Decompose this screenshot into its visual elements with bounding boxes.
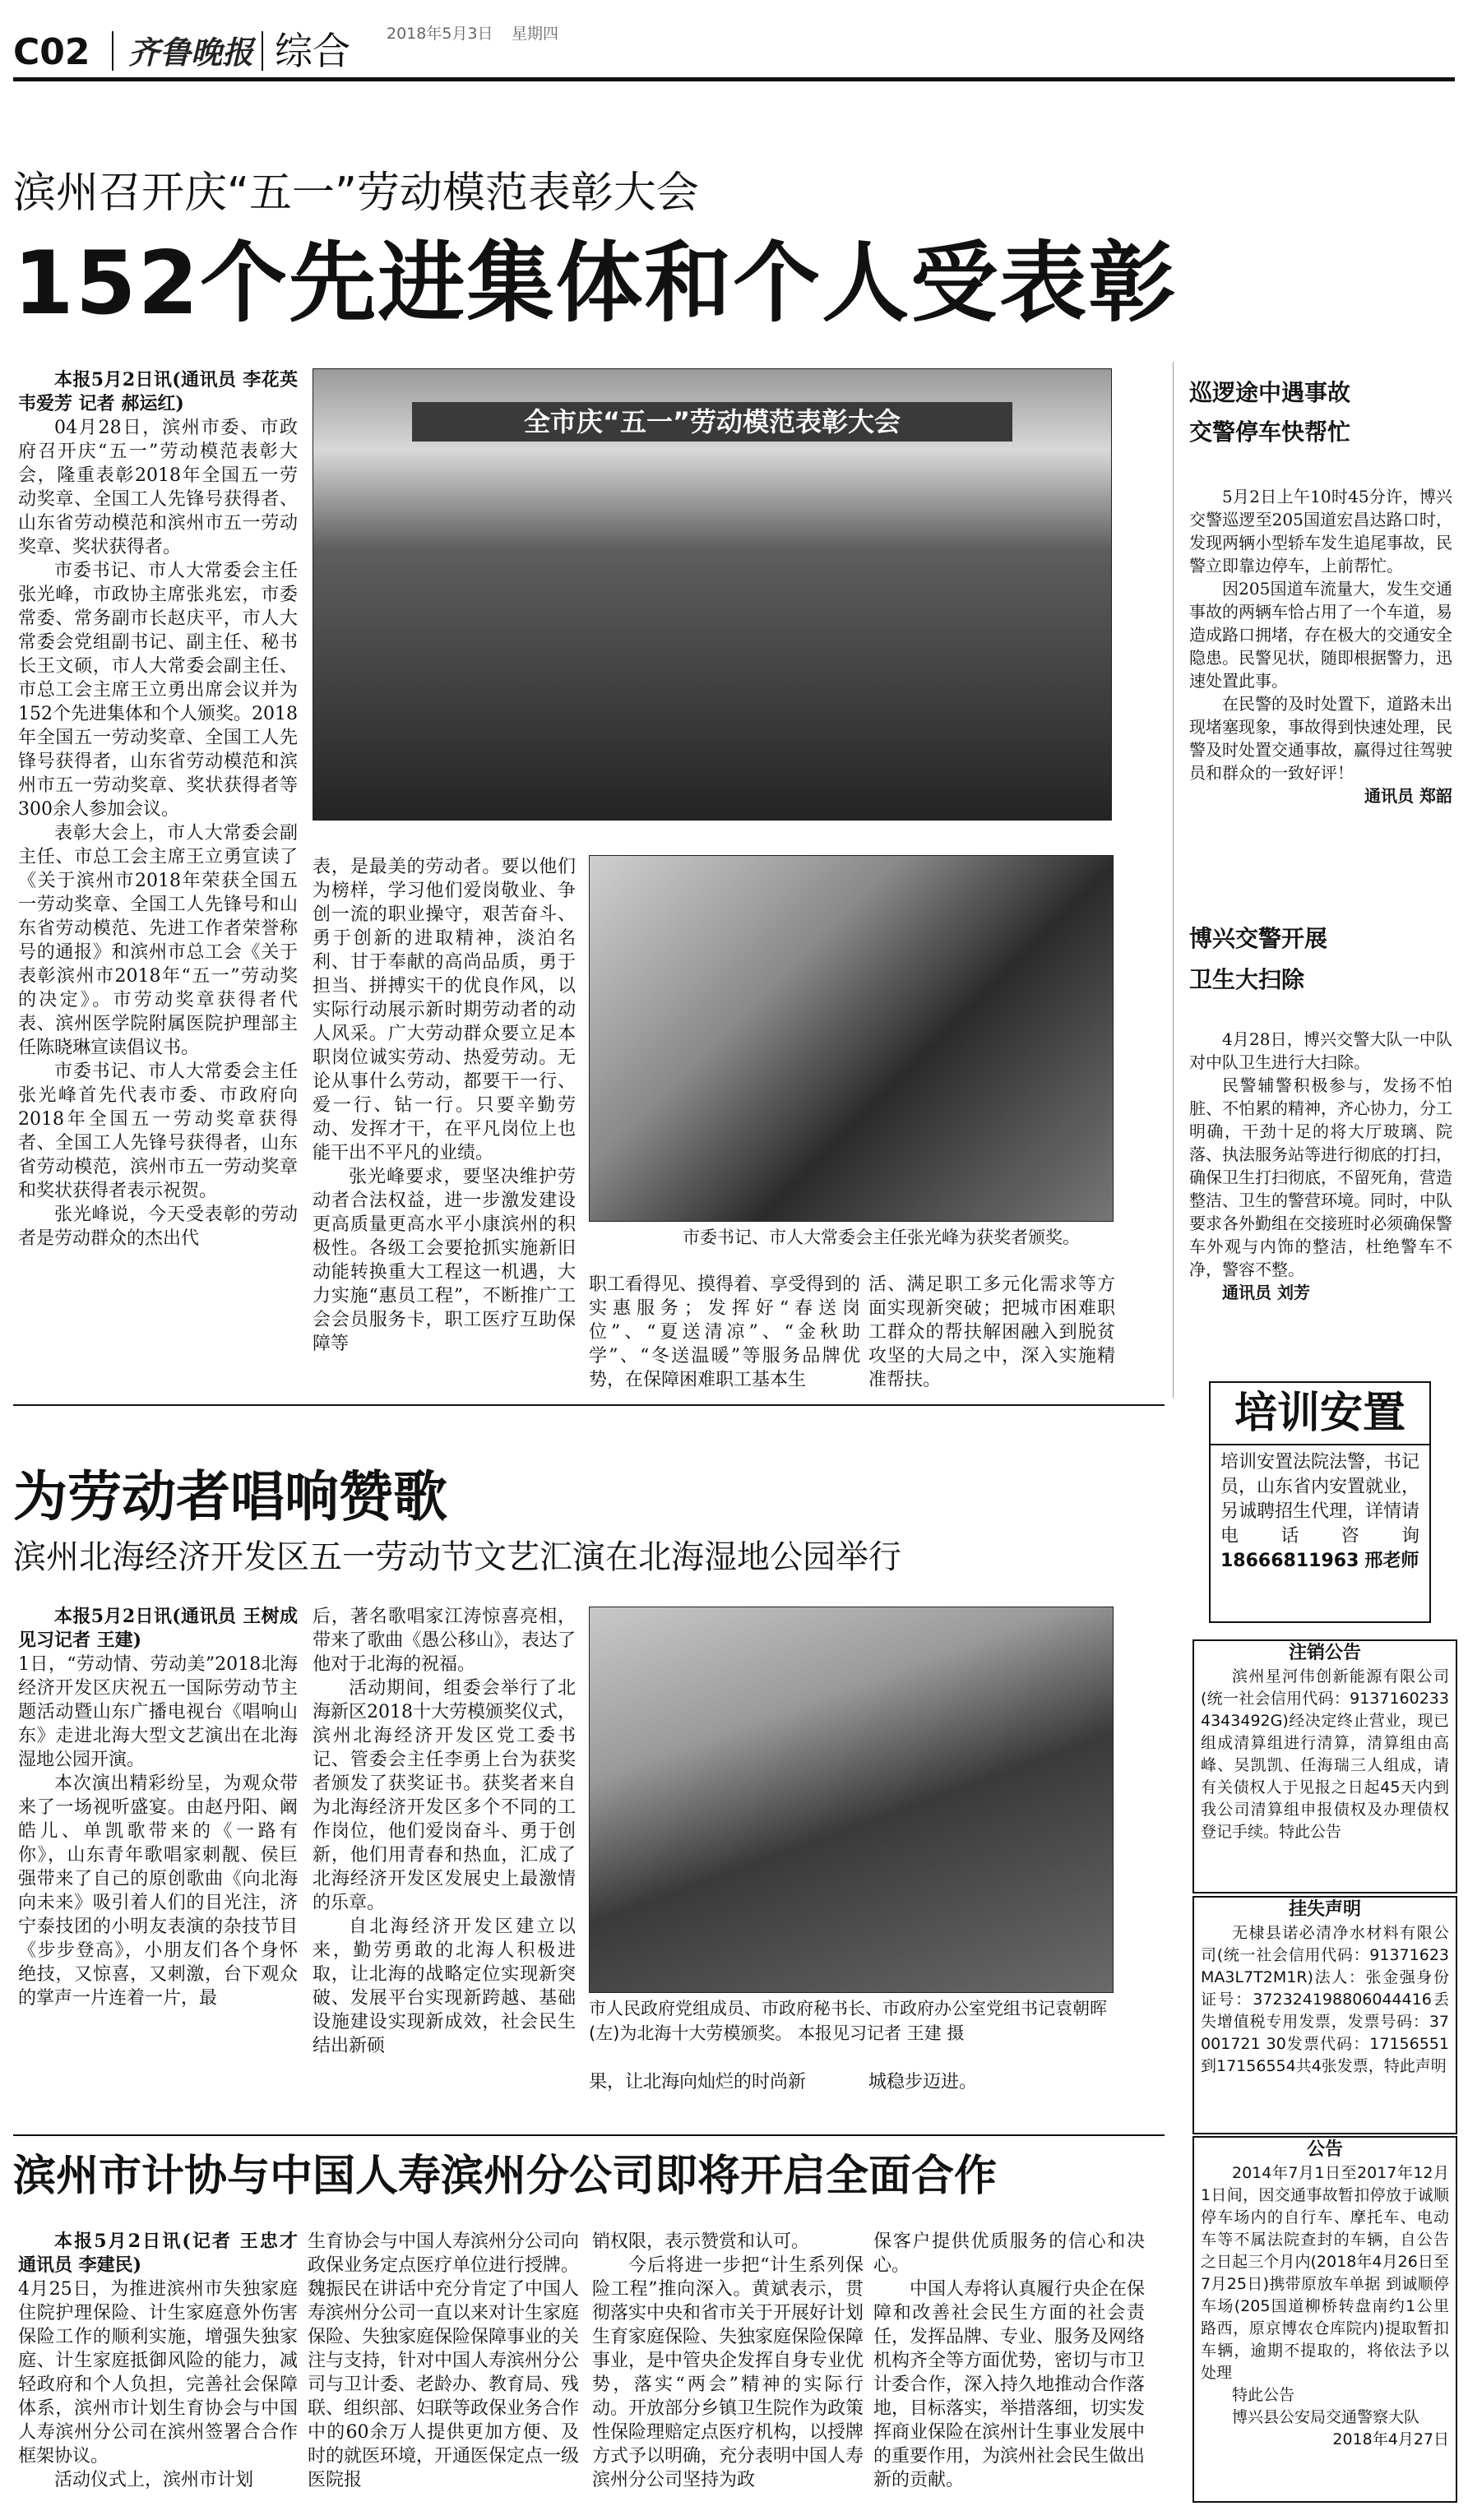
- sidebar-story1-title-1: 巡逻途中遇事故: [1189, 379, 1351, 406]
- masthead-divider-1: [112, 31, 113, 71]
- article2-col2: [313, 1605, 576, 2139]
- paragraph: 表彰大会上，市人大常委会副主任、市总工会主席王立勇宣读了《关于滨州市2018年荣获全国五一劳动奖章、全国工人先锋号和山东省劳动模范、先进工作者荣誉称号的通报》和滨州市总工会《关于表彰滨州市2018年“五一”劳动奖的决定》。市劳动奖章获得者代表、滨州医学院附属医院护理部主任陈晓琳宣读倡议书。: [18, 823, 298, 1058]
- paragraph: 中国人寿将认真履行央企在保障和改善社会民生方面的社会责任，发挥品牌、专业、服务及网络机构齐全等方面优势，密切与市卫计委合作，深入持久地推动合作落地，目标落实，举措落细，切实发挥商业保险在滨州计生事业发展中的重要作用，为滨州社会民生做出新的贡献。: [873, 2279, 1145, 2490]
- masthead-divider-2: [262, 31, 263, 71]
- article1-col3: [589, 1273, 860, 1396]
- sidebar-story2-title-1: 博兴交警开展: [1189, 925, 1328, 952]
- article1-photo-award: [589, 855, 1114, 1222]
- notice-body: [1194, 1666, 1456, 1843]
- article2-byline: 本报5月2日讯(通讯员 王树成 见习记者 王建): [18, 1606, 298, 1651]
- ad-training-phone: 18666811963: [1220, 1551, 1359, 1571]
- ad-training-title: 培训安置: [1211, 1383, 1429, 1445]
- ad-training-body: [1211, 1445, 1429, 1579]
- article3-col2: [308, 2230, 579, 2509]
- article1-headline: 152个先进集体和个人受表彰: [13, 233, 1178, 334]
- issue-date: 2018年5月3日: [387, 25, 493, 43]
- article2-col1: [18, 1605, 298, 2139]
- article2-col4: [868, 2070, 1115, 2120]
- notice-body: [1194, 2162, 1456, 2451]
- paragraph: 表，是最美的劳动者。要以他们为榜样，学习他们爱岗敬业、争创一流的职业操守，艰苦奋斗、勇于创新的进取精神，淡泊名利、甘于奉献的高尚品质，勇于担当、拼搏实干的优良作风，以实际行动展示新时期劳动者的动人风采。广大劳动群众要立足本职岗位诚实劳动、热爱劳动。无论从事什么劳动，都要干一行、爱一行、钻一行。只要辛勤劳动、发挥才干，在平凡岗位上也能干出不平凡的业绩。: [313, 857, 576, 1163]
- article1-col2: [313, 855, 576, 1398]
- notice-title: 公告: [1306, 2139, 1343, 2160]
- sidebar-divider: [1173, 362, 1174, 1398]
- notice-traffic: [1192, 2136, 1457, 2503]
- notice-sign: 博兴县公安局交通警察大队: [1232, 2408, 1420, 2426]
- article1-col1: [18, 368, 298, 1396]
- paragraph: 张光峰说，今天受表彰的劳动者是劳动群众的杰出代: [18, 1205, 298, 1249]
- notice-text: 滨州星河伟创新能源有限公司(统一社会信用代码：91371602334343492G)经决定终止营业，现已组成清算组进行清算，清算组由高峰、吴凯凯、任海瑞三人组成，请有关债权人于见报之日起45天内到我公司清算组申报债权及办理债权登记手续。特此公告: [1201, 1667, 1449, 1841]
- issue-weekday: 星期四: [512, 25, 559, 43]
- ad-training-contact: 邢老师: [1364, 1551, 1419, 1571]
- paragraph: 民警辅警积极参与，发扬不怕脏、不怕累的精神，齐心协力，分工明确，干劲十足的将大厅玻璃、院落、执法服务站等进行彻底的打扫，确保卫生打扫彻底，不留死角，营造整洁、卫生的警营环境。同时，中队要求各外勤组在交接班时必须确保警车外观与内饰的整洁，杜绝警车不净，警容不整。: [1189, 1075, 1452, 1279]
- paragraph: 果，让北海向灿烂的时尚新: [589, 2072, 807, 2092]
- notice-text: 2014年7月1日至2017年12月1日间，因交通事故暂扣停放于诚顺停车场内的自行车、摩托车、电动车等不属法院查封的车辆，自公告之日起三个月内(2018年4月26日至7月25日)携带原放车单据 到诚顺停车场(205国道柳桥转盘南约1公里路西，原京博农仓库院内)提取暂扣车辆，逾期不提取的，将依法予以处理: [1201, 2164, 1449, 2382]
- article3-col3: [592, 2230, 864, 2509]
- notice-sign: 特此公告: [1232, 2386, 1295, 2404]
- masthead-rule: [13, 77, 1455, 81]
- notice-date: 2018年4月27日: [1332, 2430, 1449, 2448]
- ad-training: [1209, 1381, 1431, 1623]
- sidebar-story2-title-2: 卫生大扫除: [1189, 966, 1305, 993]
- paragraph: 活动期间，组委会举行了北海新区2018十大劳模颁奖仪式，滨州北海经济开发区党工委书记、管委会主任李勇上台为获奖者颁发了获奖证书。获奖者来自为北海经济开发区多个不同的工作岗位，他们爱岗奋斗、勇于创新，他们用青春和热血，汇成了北海经济开发区发展史上最激情的乐章。: [313, 1678, 576, 1913]
- article1-byline: 本报5月2日讯(通讯员 李花英 韦爱芳 记者 郝运红): [18, 369, 298, 414]
- paragraph: 今后将进一步把“计生系列保险工程”推向深入。黄斌表示，贯彻落实中央和省市关于开展好计划生育家庭保险、失独家庭保险保障事业，是中管央企发挥自身专业优势，落实“两会”精神的实际行动。开放部分乡镇卫生院作为政策性保险理赔定点医疗机构，以授牌方式予以明确，充分表明中国人寿滨州分公司坚持为政: [592, 2255, 864, 2490]
- paragraph: 自北海经济开发区建立以来，勤劳勇敢的北海人积极进取，让北海的战略定位实现新突破、发展平台实现新跨越、基础设施建设实现新成效，社会民生结出新硕: [313, 1917, 576, 2056]
- article2-photo: [589, 1607, 1114, 1993]
- ad-training-text: 培训安置法院法警，书记员，山东省内安置就业，另诚聘招生代理，详情请电话咨询: [1220, 1452, 1420, 1547]
- paragraph: 活动仪式上，滨州市计划: [54, 2470, 254, 2490]
- article3-top-rule: [13, 2134, 1165, 2136]
- credit: 通讯员 郑韶: [1364, 786, 1452, 806]
- sidebar-story1-body: [1189, 485, 1452, 807]
- page-code: C02: [13, 31, 90, 73]
- paragraph: 本次演出精彩纷呈，为观众带来了一场视听盛宴。由赵丹阳、阚皓儿、单凯歌带来的《一路有你》，山东青年歌唱家刺靓、侯巨强带来了自己的原创歌曲《向北海向未来》吸引着人们的目光注，济宁泰技团的小明友表演的杂技节目《步步登高》，小朋友们各个身怀绝技，又惊喜，又刺激，台下观众的掌声一片连着一片，最: [18, 1773, 298, 2009]
- article3-byline: 本报5月2日讯(记者 王忠才 通讯员 李建民): [18, 2231, 298, 2276]
- paragraph: 市委书记、市人大常委会主任张光峰，市政协主席张兆宏，市委常委、常务副市长赵庆平，市人大常委会党组副书记、副主任、秘书长王文硕，市人大常委会副主任、市总工会主席王立勇出席会议并为152个先进集体和个人颁奖。2018年全国五一劳动奖章、全国工人先锋号获得者，山东省劳动模范和滨州市五一劳动奖章、奖状获得者等300余人参加会议。: [18, 561, 298, 820]
- paragraph: 因205国道车流量大，发生交通事故的两辆车恰占用了一个车道，易造成路口拥堵，存在极大的交通安全隐患。民警见状，随即根据警力，迅速处置此事。: [1189, 579, 1452, 691]
- paragraph: 职工看得见、摸得着、享受得到的实惠服务；发挥好“春送岗位”、“夏送清凉”、“金秋助学”、“冬送温暖”等服务品牌优势，在保障困难职工基本生: [589, 1274, 860, 1390]
- notice-title: 注销公告: [1288, 1643, 1361, 1663]
- article3-col1: [18, 2230, 298, 2509]
- article1-kicker: 滨州召开庆“五一”劳动模范表彰大会: [13, 169, 699, 218]
- article3-headline: 滨州市计协与中国人寿滨州分公司即将开启全面合作: [13, 2152, 998, 2201]
- sidebar-story2-body: [1189, 1028, 1452, 1304]
- paragraph: 保客户提供优质服务的信心和决心。: [873, 2231, 1145, 2276]
- paragraph: 后，著名歌唱家江涛惊喜亮相，带来了歌曲《愚公移山》，表达了他对于北海的祝福。: [313, 1607, 576, 1675]
- article1-col4: [868, 1273, 1115, 1396]
- notice-cancellation: [1192, 1639, 1457, 1893]
- paragraph: 城稳步迈进。: [868, 2072, 978, 2092]
- paragraph: 销权限，表示赞赏和认可。: [592, 2231, 810, 2252]
- article1-photo-award-caption: 市委书记、市人大常委会主任张光峰为获奖者颁奖。: [683, 1228, 1080, 1247]
- paragraph: 4月25日，为推进滨州市失独家庭住院护理保险、计生家庭意外伤害保险工作的顺利实施，增强失独家庭、计生家庭抵御风险的能力，减轻政府和个人负担，完善社会保障体系，滨州市计划生育协会与中国人寿滨州分公司在滨州签署合合作框架协议。: [18, 2279, 298, 2467]
- notice-title: 挂失声明: [1288, 1899, 1361, 1920]
- paper-name: 齐鲁晚报: [128, 34, 254, 71]
- article2-headline: 为劳动者唱响赞歌: [13, 1465, 447, 1528]
- notice-body: [1194, 1922, 1456, 2078]
- ceremony-banner: 全市庆“五一”劳动模范表彰大会: [412, 402, 1012, 442]
- section-name: 综合: [275, 29, 350, 73]
- paragraph: 张光峰要求，要坚决维护劳动者合法权益，进一步激发建设更高质量更高水平小康滨州的积极性。各级工会要抢抓实施新旧动能转换重大工程这一机遇，大力实施“惠员工程”，不断推广工会会员服务卡，职工医疗互助保障等: [313, 1167, 576, 1354]
- paragraph: 4月28日，博兴交警大队一中队对中队卫生进行大扫除。: [1189, 1029, 1452, 1072]
- paragraph: 生育协会与中国人寿滨州分公司向政保业务定点医疗单位进行授牌。魏振民在讲话中充分肯定了中国人寿滨州分公司一直以来对计生家庭保险、失独家庭保险保障事业的关注与支持，针对中国人寿滨州分公司与卫计委、老龄办、教育局、残联、组织部、妇联等政保业务合作中的60余万人提供更加方便、及时的就医环境，开通医保定点一级医院报: [308, 2231, 579, 2490]
- notice-loss: [1192, 1896, 1457, 2134]
- paragraph: 1日，“劳动情、劳动美”2018北海经济开发区庆祝五一国际劳动节主题活动暨山东广播电视台《唱响山东》走进北海大型文艺演出在北海湿地公园开演。: [18, 1654, 298, 1770]
- paragraph: 04月28日，滨州市委、市政府召开庆“五一”劳动模范表彰大会，隆重表彰2018年全国五一劳动奖章、全国工人先锋号获得者、山东省劳动模范和滨州市五一劳动奖章、奖状获得者。: [18, 418, 298, 557]
- paragraph: 5月2日上午10时45分许，博兴交警巡逻至205国道宏昌达路口时，发现两辆小型轿车发生追尾事故，民警立即靠边停车，上前帮忙。: [1189, 487, 1452, 576]
- notice-text: 无棣县诺必清净水材料有限公司(统一社会信用代码：91371623MA3L7T2M1R)法人：张金强身份证号：372324198806044416丢失增值税专用发票，发票号码：37001721 30发票代码：17156551到17156554共4张发票，特此声明: [1201, 1924, 1449, 2075]
- article1-photo-ceremony: [313, 368, 1112, 821]
- article2-subhead: 滨州北海经济开发区五一劳动节文艺汇演在北海湿地公园举行: [13, 1538, 901, 1576]
- paragraph: 活、满足职工多元化需求等方面实现新突破；把城市困难职工群众的帮扶解困融入到脱贫攻坚的大局之中，深入实施精准帮扶。: [868, 1274, 1115, 1390]
- sidebar-story1-title-2: 交警停车快帮忙: [1189, 418, 1351, 446]
- paragraph: 在民警的及时处置下，道路未出现堵塞现象，事故得到快速处理，民警及时处置交通事故，赢得过往驾驶员和群众的一致好评！: [1189, 694, 1452, 783]
- article3-col4: [873, 2230, 1145, 2509]
- credit: 通讯员 刘芳: [1222, 1283, 1310, 1302]
- article2-photo-caption: 市人民政府党组成员、市政府秘书长、市政府办公室党组书记袁朝晖(左)为北海十大劳模颁奖。 本报见习记者 王建 摄: [589, 1999, 1107, 2043]
- article2-top-rule: [13, 1404, 1165, 1406]
- paragraph: 市委书记、市人大常委会主任张光峰首先代表市委、市政府向2018年全国五一劳动奖章获得者、全国工人先锋号获得者，山东省劳动模范，滨州市五一劳动奖章和奖状获得者表示祝贺。: [18, 1061, 298, 1201]
- article2-col3: [589, 2070, 860, 2120]
